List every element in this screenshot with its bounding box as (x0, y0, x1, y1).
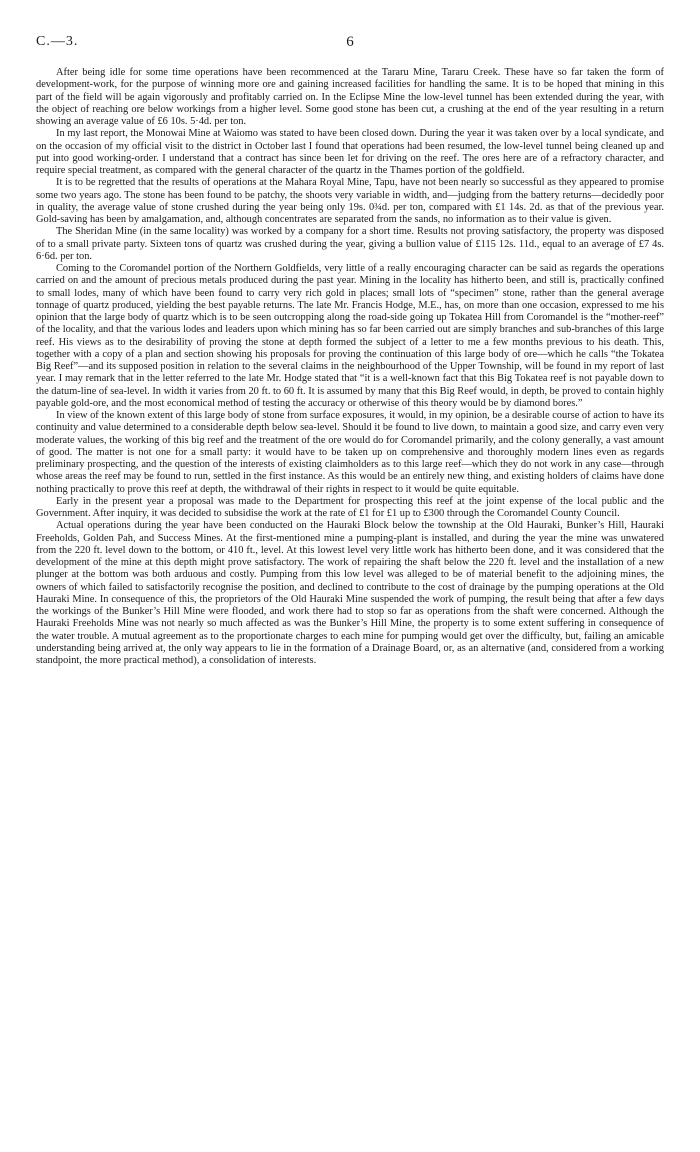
paragraph-sheridan: The Sheridan Mine (in the same locality) was worked by a company for a short time. Results not proving satisfactory, the property was disposed of to a small private party. Sixteen tons of quartz was crushed during the year, giving a bullion value of £115 12s. 11d., equal to an average of £7 4s. 6·6d. per ton. (36, 226, 664, 262)
document-reference: C.—3. (36, 34, 79, 49)
paragraph-tararu-eclipse: After being idle for some time operations have been recommenced at the Tararu Mine, Tararu Creek. These have so far taken the form of development-work, for the purpose of winning more ore and gaining increased facilities for handling the same. It is to be hoped that mining in this part of the field will be again vigorously and profitably carried on. In the Eclipse Mine the low-level tunnel has been extended during the year, with the object of reaching ore below workings from a higher level. Some good stone has been cut, a crushing at the end of the year resulting in a return showing an average value of £6 10s. 5·4d. per ton. (36, 67, 664, 127)
paragraph-hauraki-block: Actual operations during the year have been conducted on the Hauraki Block below the township at the Old Hauraki, Bunker’s Hill, Hauraki Freeholds, Golden Pah, and Success Mines. At the first-mentioned mine a pumping-plant is installed, and during the year the mine was unwatered from the 220 ft. level down to the bottom, or 410 ft., level. At this lowest level very little work has hitherto been done, and it was considered that the development of the mine at this depth might prove satisfactory. The work of repairing the shaft below the 220 ft. level and the installation of a new plunger at the bottom was both arduous and costly. Pumping from this low level was alleged to be of material benefit to the adjoining mines, the owners of which failed to satisfactorily recognise the position, and declined to contribute to the cost of drainage by the pumping operations at the Old Hauraki Mine. In consequence of this, the proprietors of the Old Hauraki Mine suspended the work of pumping, the result being that after a few days the workings of the Bunker’s Hill Mine were flooded, and work there had to stop so far as operations from the shaft were concerned. Although the Hauraki Freeholds Mine was not nearly so much affected as was the Bunker’s Hill Mine, the property is to some extent suffering in consequence of the water trouble. A mutual agreement as to the proportionate charges to each mine for pumping would get over the difficulty, but, failing an amicable understanding being arrived at, the only way appears to lie in the formation of a Drainage Board, or, as an alternative (and, considered from a working standpoint, the more practical method), a consolidation of interests. (36, 520, 664, 666)
paragraph-monowai: In my last report, the Monowai Mine at Waiomo was stated to have been closed down. During the year it was taken over by a local syndicate, and on the occasion of my official visit to the district in October last I found that operations had been resumed, the low-level tunnel being cleaned up and put into good working-order. I understand that a contract has since been let for driving on the reef. The ores here are of a refractory character, and require special treatment, as compared with the general character of the quartz in the Thames portion of the goldfield. (36, 128, 664, 176)
page-header (36, 34, 664, 50)
paragraph-coromandel: Coming to the Coromandel portion of the Northern Goldfields, very little of a really encouraging character can be said as regards the operations carried on and the amount of precious metals produced during the past year. Mining in the locality has hitherto been, and still is, practically confined to small lodes, many of which have been found to carry very rich gold in places; small lots of “specimen” stone, rather than the general average tonnage of quartz produced, yielding the best payable returns. The late Mr. Francis Hodge, M.E., has, on more than one occasion, expressed to me his opinion that the large body of quartz which is to be seen outcropping along the road-side going up Tokatea Hill from Coromandel is the “mother-reef” of the locality, and that the various lodes and leaders upon which mining has so far been carried out are simply branches and sub-branches of this large reef. His views as to the desirability of proving the stone at depth formed the subject of a letter to me a few months previous to his death. This, together with a copy of a plan and section showing his proposals for proving the continuation of this large body of ore—which he calls “the Tokatea Big Reef”—and its supposed position in relation to the several claims in the neighbourhood of the Upper Township, will be found in my report of last year. I may remark that in the letter referred to the late Mr. Hodge stated that “it is a well-known fact that this Big Tokatea reef is not payable down to the datum-line of sea-level. In width it varies from 20 ft. to 60 ft. It is assumed by many that this Big Reef would, in depth, be proved to contain highly payable gold-ore, and the most economical method of testing the accuracy or otherwise of this theory would be by diamond bores.” (36, 263, 664, 409)
paragraph-big-reef-opinion: In view of the known extent of this large body of stone from surface exposures, it would, in my opinion, be a desirable course of action to have its continuity and value determined to a considerable depth below sea-level. Should it be found to live down, to maintain a good size, and carry even very moderate values, the working of this big reef and the treatment of the ore would do for Coromandel primarily, and the colony generally, a vast amount of good. The matter is not one for a small party: it would have to be taken up on comprehensive and thoroughly modern lines even as regards preliminary prospecting, and the question of the interests of existing claimholders as to this large reef—which they do not work in any case—through whose areas the reef may be found to run, settled in the first instance. As this would be an entirely new thing, and existing holders of claims have done nothing practically to prove this reef at depth, the withdrawal of their rights in respect to it would be quite equitable. (36, 410, 664, 495)
document-body (36, 67, 664, 667)
page-number: 6 (346, 34, 354, 50)
paragraph-prospecting-proposal: Early in the present year a proposal was made to the Department for prospecting this reef at the joint expense of the local public and the Government. After inquiry, it was decided to subsidise the work at the rate of £1 for £1 up to £300 through the Coromandel County Council. (36, 495, 664, 519)
paragraph-mahara-royal: It is to be regretted that the results of operations at the Mahara Royal Mine, Tapu, have not been nearly so successful as they appeared to promise some two years ago. The stone has been found to be patchy, the shoots very variable in width, and—judging from the battery returns—decidedly poor in quality, the average value of stone crushed during the year being only 19s. 0¾d. per ton, compared with £1 14s. 2d. as that of the previous year. Gold-saving has been by amalgamation, and, although concentrates are separated from the sands, no information as to their value is given. (36, 177, 664, 225)
